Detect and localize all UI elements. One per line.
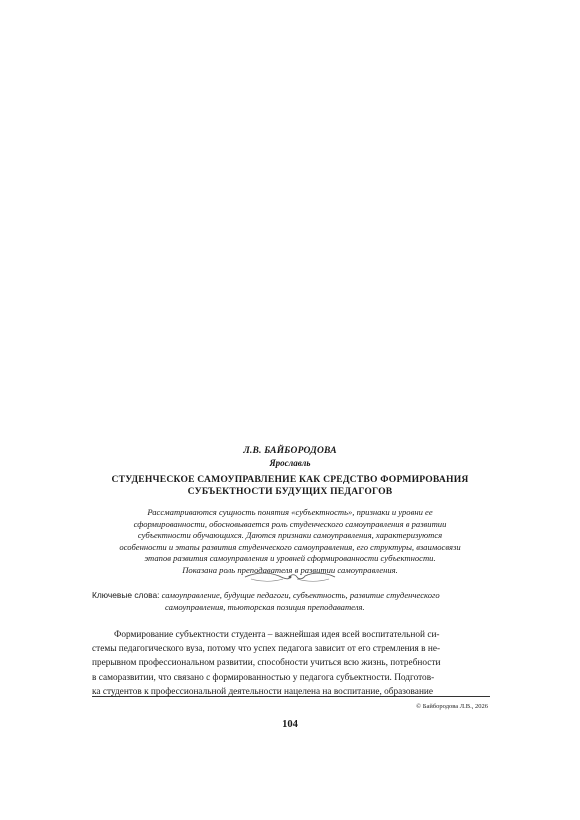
title-line: СТУДЕНЧЕСКОЕ САМОУПРАВЛЕНИЕ КАК СРЕДСТВО ФОРМИРОВАНИЯ — [111, 474, 469, 485]
body-line: в саморазвитии, что связано с формированностью у педагога субъектности. Подготов- — [92, 672, 435, 683]
body-line: Формирование субъектности студента – важнейшая идея всей воспитательной си- — [114, 630, 440, 640]
abstract-line: Рассматриваются сущность понятия «субъектность», признаки и уровни ее — [147, 507, 433, 517]
copyright-notice: © Байбородова Л.В., 2026 — [416, 703, 488, 710]
abstract-line: Показана роль преподавателя в развитии самоуправления. — [182, 564, 398, 575]
abstract-line: сформированности, обосновывается роль студенческого самоуправления в развитии — [133, 518, 447, 529]
abstract-line: особенности и этапы развития студенческого самоуправления, его структуры, взаимосвязи — [119, 541, 461, 552]
abstract-line: этапов развития самоуправления и уровней сформированности субъектности. — [144, 553, 436, 564]
title-line: СУБЪЕКТНОСТИ БУДУЩИХ ПЕДАГОГОВ — [187, 486, 393, 497]
footnote-rule — [92, 696, 490, 697]
abstract — [100, 507, 480, 577]
keywords-text: самоуправление, будущие педагоги, субъектность, развитие студенческого — [161, 590, 440, 600]
body-paragraph — [92, 628, 490, 699]
keywords — [92, 590, 492, 613]
body-line: стемы педагогического вуза, потому что успех педагога зависит от его стремления в не- — [92, 644, 441, 655]
body-line: прерывном профессиональном развитии, способности учиться всю жизнь, потребности — [92, 658, 441, 669]
page-number: 104 — [282, 719, 298, 730]
flourish-ornament — [243, 570, 337, 584]
author-city: Ярославль — [269, 458, 311, 468]
abstract-line: субъектности обучающихся. Даются признаки самоуправления, характеризуются — [137, 530, 443, 541]
body-line: ка студентов к профессиональной деятельности нацелена на воспитание, образование — [92, 686, 434, 697]
keywords-text: самоуправления, тьюторская позиция преподавателя. — [165, 601, 365, 612]
keywords-label: Ключевые слова: — [92, 590, 160, 600]
article-title — [60, 474, 520, 498]
author-name: Л.В. БАЙБОРОДОВА — [243, 446, 337, 456]
